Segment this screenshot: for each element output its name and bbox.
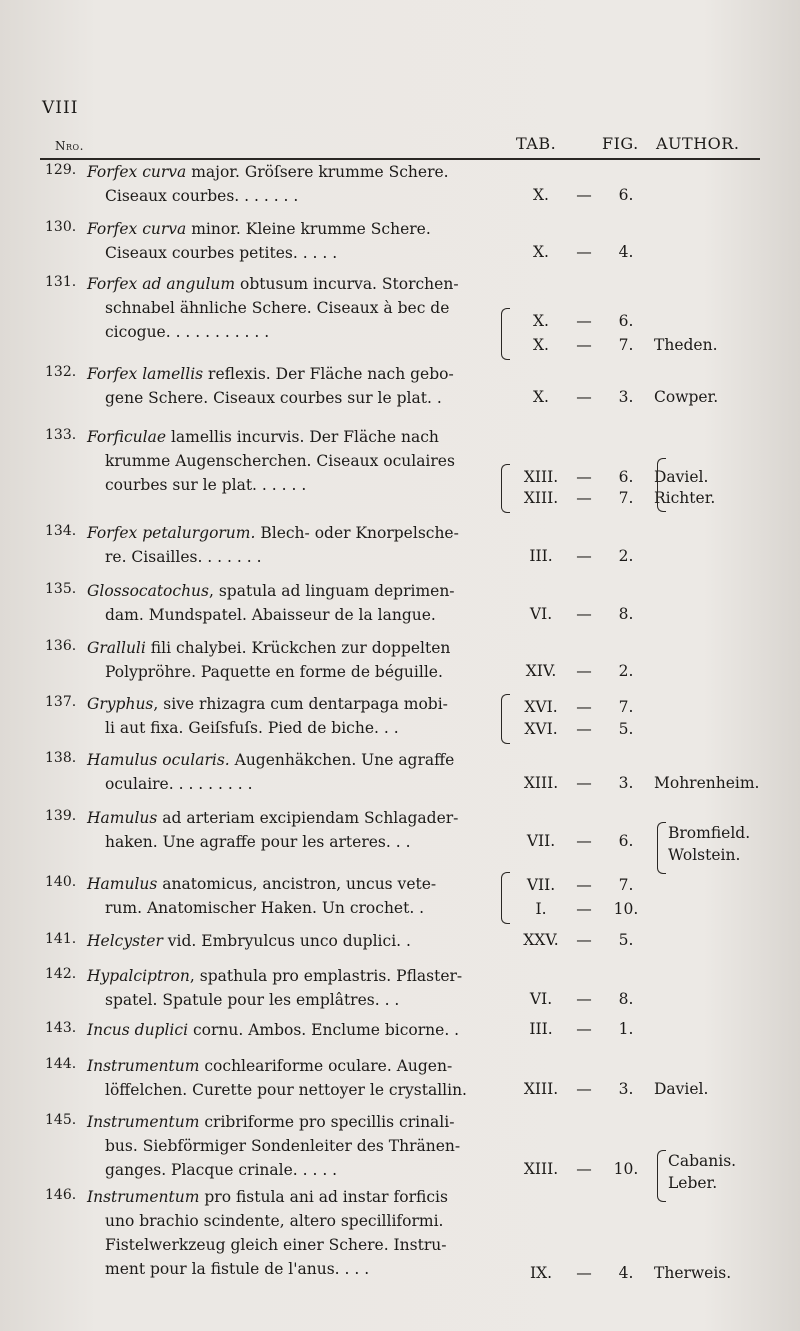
description-text: gene Schere. Ciseaux courbes sur le plat. . — [105, 389, 442, 407]
description-text: haken. Une agraffe pour les arteres. . . — [105, 833, 411, 851]
plate-number: XVI. — [524, 697, 558, 716]
description-text: Augenhäkchen. Une agraffe — [229, 751, 455, 769]
figure-number: 5. — [618, 931, 634, 949]
plate-number: X. — [533, 388, 549, 406]
entry-description — [87, 579, 497, 627]
entry-description — [87, 362, 497, 410]
figure-number: 6. — [618, 832, 634, 850]
description-text: ganges. Placque crinale. . . . . — [105, 1161, 338, 1179]
description-line — [87, 872, 497, 896]
ref-dash: — — [576, 186, 592, 204]
ref-brace — [501, 872, 510, 924]
ref-dash: — — [576, 662, 592, 680]
column-header-fig: FIG. — [602, 134, 639, 153]
description-line — [105, 660, 497, 684]
plate-number: XIII. — [523, 774, 559, 792]
description-text: courbes sur le plat. . . . . . — [105, 476, 307, 494]
plate-number: X. — [533, 243, 549, 261]
description-line — [105, 830, 497, 854]
entry-number: 142. — [45, 966, 77, 982]
description-text: rum. Anatomischer Haken. Un crochet. . — [105, 899, 425, 917]
ref-dash: — — [576, 388, 592, 406]
entry-number: 133. — [45, 427, 77, 443]
entry-description — [87, 748, 497, 796]
entry-description — [87, 521, 497, 569]
latin-name: Hypalciptron — [87, 967, 190, 985]
author-name: Mohrenheim. — [654, 774, 760, 792]
plate-number: XIV. — [525, 662, 557, 680]
ref-dash: — — [576, 832, 592, 850]
description-line — [87, 692, 497, 716]
entry-number: 132. — [45, 364, 77, 380]
description-text: anatomicus, ancistron, uncus vete- — [157, 875, 437, 893]
ref-brace — [501, 464, 510, 514]
plate-number: XIII. — [523, 1160, 559, 1178]
plate-number: XVI. — [524, 720, 558, 739]
description-text: Blech- oder Knorpelsche- — [255, 524, 459, 542]
figure-number: 6. — [618, 312, 634, 331]
description-text: krumme Augenscherchen. Ciseaux oculaires — [105, 452, 455, 470]
description-text: cicogue. . . . . . . . . . . — [105, 323, 270, 341]
entry-number: 145. — [45, 1112, 77, 1128]
figure-number: 3. — [618, 774, 634, 792]
description-text: oculaire. . . . . . . . . — [105, 775, 253, 793]
column-header-nro: Nro. — [55, 139, 84, 153]
figure-number: 2. — [618, 662, 634, 680]
entry-description — [87, 636, 497, 684]
author-name: Richter. — [654, 489, 716, 508]
plate-number: III. — [529, 1020, 553, 1038]
latin-name: Instrumentum — [87, 1113, 200, 1131]
ref-dash: — — [576, 900, 592, 919]
figure-number: 3. — [618, 388, 634, 406]
figure-number: 5. — [618, 720, 634, 739]
entry-number: 137. — [45, 694, 77, 710]
author-name: Daviel. — [654, 1080, 709, 1098]
author-name: Theden. — [654, 336, 718, 355]
ref-dash: — — [576, 876, 592, 895]
ref-brace — [501, 694, 510, 745]
latin-name: Instrumentum — [87, 1188, 200, 1206]
plate-number: X. — [533, 186, 549, 204]
entry-number: 138. — [45, 750, 77, 766]
entry-description — [87, 1110, 497, 1182]
description-line — [105, 988, 497, 1012]
plate-number: XIII. — [523, 489, 559, 508]
entry-number: 141. — [45, 931, 77, 947]
description-text: cochleariforme oculare. Augen- — [199, 1057, 453, 1075]
description-text: obtusum incurva. Storchen- — [235, 275, 459, 293]
latin-name: Forfex curva — [87, 220, 187, 238]
ref-dash: — — [576, 774, 592, 792]
entry-description — [87, 217, 497, 265]
figure-number: 8. — [618, 605, 634, 623]
description-text: , spathula pro emplastris. Pflaster- — [189, 967, 463, 985]
description-line — [87, 806, 497, 830]
column-header-tab: TAB. — [516, 134, 557, 153]
latin-name: Forfex lamellis — [87, 365, 204, 383]
description-text: minor. Kleine krumme Schere. — [186, 220, 431, 238]
ref-dash: — — [576, 243, 592, 261]
description-line — [105, 1158, 497, 1182]
latin-name: Hamulus — [87, 875, 158, 893]
figure-number: 4. — [618, 1263, 634, 1282]
latin-name: Gralluli — [87, 639, 146, 657]
latin-name: Hamulus — [87, 809, 158, 827]
description-text: major. Gröſsere krumme Schere. — [186, 163, 449, 181]
description-text: Ciseaux courbes. . . . . . . — [105, 187, 299, 205]
description-line — [105, 1078, 497, 1102]
description-text: cribriforme pro specillis crinali- — [199, 1113, 455, 1131]
plate-number: VII. — [526, 832, 556, 850]
description-line — [105, 473, 497, 497]
description-line — [87, 217, 497, 241]
description-line — [87, 964, 497, 988]
entry-number: 135. — [45, 581, 77, 597]
author-name: Cabanis. — [668, 1152, 737, 1170]
description-text: dam. Mundspatel. Abaisseur de la langue. — [105, 606, 436, 624]
author-name: Daviel. — [654, 467, 709, 486]
description-line — [87, 1110, 497, 1134]
entry-description — [87, 964, 497, 1012]
plate-number: X. — [533, 312, 549, 331]
figure-number: 7. — [618, 697, 634, 716]
description-line — [87, 160, 497, 184]
author-name: Therweis. — [654, 1263, 732, 1282]
description-line — [87, 1185, 497, 1209]
ref-dash: — — [576, 1080, 592, 1098]
ref-dash: — — [576, 1263, 592, 1282]
entry-number: 144. — [45, 1056, 77, 1072]
latin-name: Forfex petalurgorum. — [87, 524, 256, 542]
entry-number: 129. — [45, 162, 77, 178]
latin-name: Forficulae — [87, 428, 167, 446]
description-text: löffelchen. Curette pour nettoyer le crystallin. — [105, 1081, 467, 1099]
description-text: cornu. Ambos. Enclume bicorne. . — [188, 1021, 460, 1039]
entry-number: 139. — [45, 808, 77, 824]
description-text: li aut fixa. Geiſsfuſs. Pied de biche. . . — [105, 719, 399, 737]
author-brace — [657, 458, 666, 512]
ref-dash: — — [576, 605, 592, 623]
description-line — [87, 1018, 497, 1042]
description-text: uno brachio scindente, altero specilliformi. — [105, 1212, 444, 1230]
description-line — [105, 1233, 497, 1257]
entry-description — [87, 1185, 497, 1281]
figure-number: 7. — [618, 489, 634, 508]
description-text: , spatula ad linguam deprimen- — [209, 582, 455, 600]
description-text: Polypröhre. Paquette en forme de béguille. — [105, 663, 443, 681]
column-header-author: AUTHOR. — [656, 134, 740, 153]
description-text: fili chalybei. Krückchen zur doppelten — [145, 639, 451, 657]
plate-number: X. — [533, 336, 549, 355]
description-line — [105, 896, 497, 920]
description-line — [105, 772, 497, 796]
description-line — [87, 579, 497, 603]
figure-number: 10. — [613, 1160, 639, 1178]
description-line — [87, 636, 497, 660]
page-number: VIII — [42, 98, 79, 118]
description-line — [105, 716, 497, 740]
entry-description — [87, 425, 497, 497]
description-line — [87, 1054, 497, 1078]
description-line — [105, 1257, 497, 1281]
description-text: ment pour la fistule de l'anus. . . . — [105, 1260, 370, 1278]
figure-number: 4. — [618, 243, 634, 261]
ref-dash: — — [576, 467, 592, 486]
latin-name: Incus duplici — [87, 1021, 189, 1039]
figure-number: 7. — [618, 336, 634, 355]
latin-name: Helcyster — [87, 932, 163, 950]
plate-number: IX. — [529, 1263, 553, 1282]
description-line — [87, 272, 497, 296]
ref-dash: — — [576, 1160, 592, 1178]
entry-description — [87, 1018, 497, 1042]
figure-number: 8. — [618, 990, 634, 1008]
description-line — [87, 929, 497, 953]
latin-name: Hamulus ocularis. — [87, 751, 230, 769]
entry-number: 143. — [45, 1020, 77, 1036]
plate-number: XXV. — [523, 931, 559, 949]
entry-description — [87, 872, 497, 920]
description-text: pro fistula ani ad instar forficis — [199, 1188, 448, 1206]
description-line — [105, 603, 497, 627]
ref-dash: — — [576, 547, 592, 565]
ref-dash: — — [576, 990, 592, 1008]
description-line — [105, 1209, 497, 1233]
entry-description — [87, 692, 497, 740]
plate-number: VI. — [529, 990, 553, 1008]
description-line — [105, 241, 497, 265]
plate-number: XIII. — [523, 1080, 559, 1098]
latin-name: Instrumentum — [87, 1057, 200, 1075]
description-line — [105, 545, 497, 569]
author-brace — [657, 1150, 666, 1202]
plate-number: III. — [529, 547, 553, 565]
plate-number: VII. — [526, 876, 556, 895]
ref-dash: — — [576, 697, 592, 716]
ref-dash: — — [576, 312, 592, 331]
description-line — [105, 320, 497, 344]
author-name: Wolstein. — [668, 846, 741, 864]
latin-name: Forfex curva — [87, 163, 187, 181]
author-name: Bromfield. — [668, 824, 751, 842]
description-text: ad arteriam excipiendam Schlagader- — [157, 809, 459, 827]
description-line — [105, 449, 497, 473]
description-text: Ciseaux courbes petites. . . . . — [105, 244, 338, 262]
description-line — [105, 296, 497, 320]
ref-brace — [501, 308, 510, 360]
author-name: Leber. — [668, 1174, 718, 1192]
entry-description — [87, 272, 497, 344]
ref-dash: — — [576, 489, 592, 508]
description-text: lamellis incurvis. Der Fläche nach — [166, 428, 439, 446]
latin-name: Glossocatochus — [87, 582, 209, 600]
description-line — [105, 1134, 497, 1158]
figure-number: 7. — [618, 876, 634, 895]
description-text: spatel. Spatule pour les emplâtres. . . — [105, 991, 400, 1009]
ref-dash: — — [576, 336, 592, 355]
figure-number: 2. — [618, 547, 634, 565]
entry-number: 134. — [45, 523, 77, 539]
entry-description — [87, 806, 497, 854]
ref-dash: — — [576, 720, 592, 739]
figure-number: 10. — [613, 900, 639, 919]
description-text: , sive rhizagra cum dentarpaga mobi- — [153, 695, 448, 713]
plate-number: VI. — [529, 605, 553, 623]
entry-number: 136. — [45, 638, 77, 654]
description-text: reflexis. Der Fläche nach gebo- — [203, 365, 454, 383]
author-brace — [657, 822, 666, 874]
description-text: re. Cisailles. . . . . . . — [105, 548, 262, 566]
entry-number: 130. — [45, 219, 77, 235]
description-text: schnabel ähnliche Schere. Ciseaux à bec de — [105, 299, 450, 317]
figure-number: 3. — [618, 1080, 634, 1098]
author-name: Cowper. — [654, 388, 719, 406]
figure-number: 1. — [618, 1020, 634, 1038]
description-line — [105, 184, 497, 208]
plate-number: I. — [535, 900, 547, 919]
description-line — [87, 521, 497, 545]
plate-number: XIII. — [523, 467, 559, 486]
entry-description — [87, 929, 497, 953]
figure-number: 6. — [618, 467, 634, 486]
figure-number: 6. — [618, 186, 634, 204]
entry-number: 140. — [45, 874, 77, 890]
ref-dash: — — [576, 931, 592, 949]
entry-number: 131. — [45, 274, 77, 290]
latin-name: Gryphus — [87, 695, 154, 713]
ref-dash: — — [576, 1020, 592, 1038]
description-line — [87, 425, 497, 449]
description-line — [87, 748, 497, 772]
description-line — [105, 386, 497, 410]
description-text: Fistelwerkzeug gleich einer Schere. Instru- — [105, 1236, 447, 1254]
latin-name: Forfex ad angulum — [87, 275, 236, 293]
entry-number: 146. — [45, 1187, 77, 1203]
description-text: bus. Siebförmiger Sondenleiter des Thränen- — [105, 1137, 461, 1155]
entry-description — [87, 1054, 497, 1102]
description-line — [87, 362, 497, 386]
description-text: vid. Embryulcus unco duplici. . — [162, 932, 411, 950]
entry-description — [87, 160, 497, 208]
